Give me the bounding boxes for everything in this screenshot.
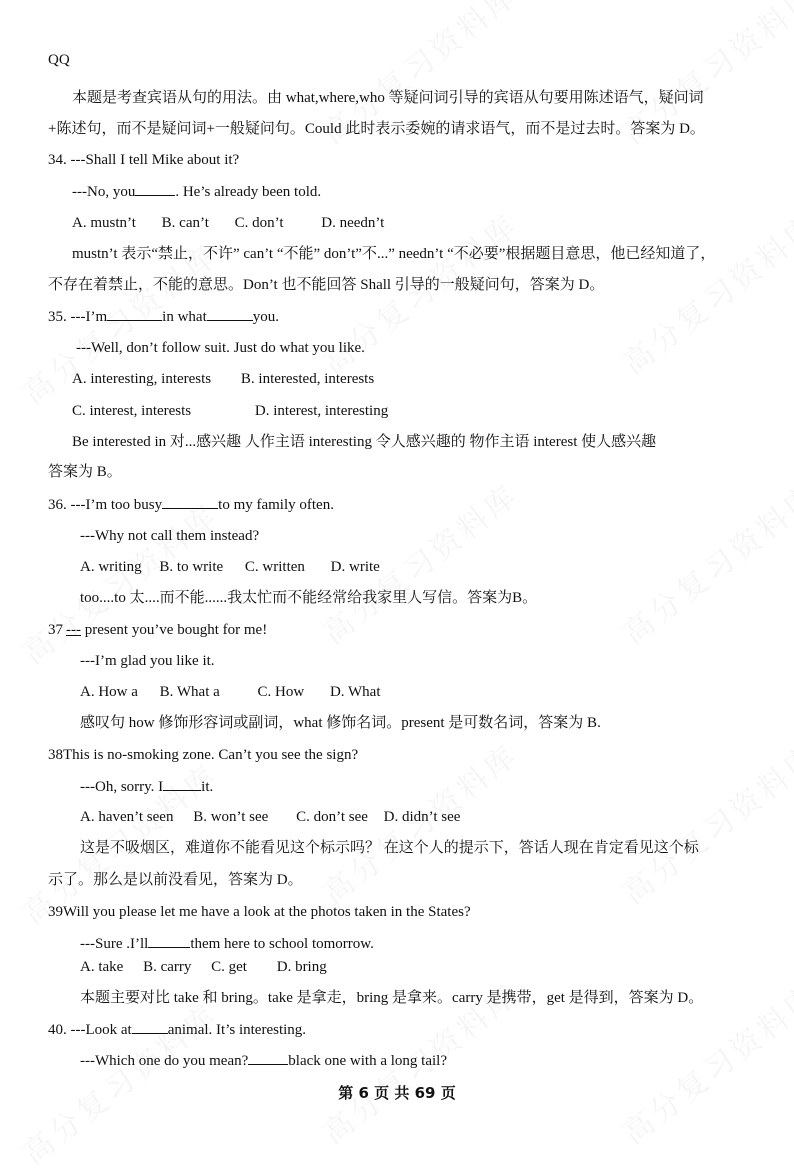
explanation: 本题主要对比 take 和 bring。take 是拿走，bring 是拿来。carry 是携带，get 是得到，答案为 D。: [80, 990, 704, 1006]
answer-text: ---Which one do you mean?: [80, 1053, 249, 1069]
question-number: 37: [48, 622, 63, 638]
answer-line: ---Why not call them instead?: [80, 528, 260, 544]
question-number: 34.: [48, 152, 67, 168]
option-b: B. carry: [143, 959, 192, 975]
option-c: C. get: [211, 959, 247, 975]
option-c: C. interest, interests: [72, 403, 192, 419]
option-d: D. What: [329, 684, 381, 700]
options: [72, 401, 388, 421]
option-b: B. What a: [159, 684, 220, 700]
answer-text: ---Oh, sorry. I: [80, 779, 164, 795]
explanation: Be interested in 对...感兴趣 人作主语 interesting 令人感兴趣的 物作主语 interest 使人感兴趣: [72, 434, 657, 450]
question-text: Will you please let me have a look at the photos taken in the States?: [63, 904, 471, 920]
option-a: A. take: [80, 959, 124, 975]
blank: [148, 933, 190, 948]
explanation: 感叹句 how 修饰形容词或副词，what 修饰名词。present 是可数名词，答案为 B.: [80, 715, 601, 731]
question-text: ---I’m too busy: [70, 497, 163, 513]
question-text: ---Look at: [70, 1022, 132, 1038]
option-a: A. writing: [80, 559, 142, 575]
options: [80, 682, 403, 702]
option-c: C. don’t see: [296, 809, 368, 825]
question-number: 35.: [48, 309, 67, 325]
question-text: to my family often.: [218, 497, 334, 513]
option-b: B. to write: [159, 559, 224, 575]
question-text: This is no-smoking zone. Can’t you see the sign?: [63, 747, 359, 763]
watermark: [612, 471, 794, 652]
option-d: D. interest, interesting: [254, 403, 389, 419]
option-c: C. How: [257, 684, 305, 700]
intro-line: +陈述句，而不是疑问词+一般疑问句。Could 此时表示委婉的请求语气，而不是过去时。答案为 D。: [48, 121, 705, 137]
question-40: [48, 1019, 306, 1040]
question-37: [48, 620, 267, 640]
option-a: A. mustn’t: [72, 215, 136, 231]
option-d: D. bring: [276, 959, 327, 975]
question-number: 36.: [48, 497, 67, 513]
answer-line: [80, 1050, 447, 1071]
option-d: D. needn’t: [321, 215, 385, 231]
answer-text: black one with a long tail?: [288, 1053, 447, 1069]
explanation: 答案为 B。: [48, 464, 122, 480]
question-text: present you’ve bought for me!: [81, 622, 268, 638]
answer-line: ---Well, don’t follow suit. Just do what you like.: [76, 340, 365, 356]
blank: [248, 1050, 288, 1065]
option-c: C. don’t: [234, 215, 284, 231]
answer-text: . He’s already been told.: [175, 184, 322, 200]
explanation: 不存在着禁止，不能的意思。Don’t 也不能回答 Shall 引导的一般疑问句，答案为 D。: [48, 277, 605, 293]
question-36: [48, 494, 334, 515]
option-b: B. interested, interests: [240, 371, 375, 387]
question-34: [48, 150, 239, 170]
question-number: 40.: [48, 1022, 67, 1038]
option-a: A. How a: [80, 684, 138, 700]
watermark: [12, 491, 227, 672]
page-number: 第 6 页 共 69 页: [338, 1084, 456, 1102]
options: [80, 807, 482, 827]
question-text: ---Shall I tell Mike about it?: [70, 152, 240, 168]
question-35: [48, 306, 279, 327]
answer-text: ---Sure .I’ll: [80, 936, 149, 952]
answer-text: ---No, you: [72, 184, 136, 200]
blank: [107, 306, 162, 321]
options: [80, 557, 402, 577]
blank: [132, 1019, 168, 1034]
option-d: D. didn’t see: [383, 809, 461, 825]
question-text: animal. It’s interesting.: [167, 1022, 307, 1038]
answer-line: [80, 933, 374, 954]
explanation: too....to 太....而不能......我太忙而不能经常给我家里人写信。答案为B。: [80, 590, 538, 606]
option-a: A. interesting, interests: [72, 371, 212, 387]
explanation: mustn’t 表示“禁止，不许” can’t “不能” don’t”不...” needn’t “不必要”根据题目意思，他已经知道了，: [72, 246, 716, 262]
explanation: 示了。那么是以前没看见，答案为 D。: [48, 872, 303, 888]
question-text: in what: [162, 309, 207, 325]
option-b: B. can’t: [161, 215, 209, 231]
answer-line: [80, 776, 213, 797]
question-39: [48, 902, 471, 922]
blank: [207, 306, 253, 321]
header-label: QQ: [48, 52, 70, 68]
intro-line: 本题是考查宾语从句的用法。由 what,where,who 等疑问词引导的宾语从句要用陈述语气，疑问词: [72, 90, 704, 106]
answer-line: [72, 181, 321, 202]
answer-text: them here to school tomorrow.: [190, 936, 374, 952]
options: [80, 957, 349, 977]
option-c: C. written: [244, 559, 305, 575]
answer-text: it.: [201, 779, 214, 795]
question-text: ---I’m: [70, 309, 108, 325]
option-d: D. write: [330, 559, 380, 575]
blank: [163, 776, 201, 791]
blank: [135, 181, 175, 196]
option-a: A. haven’t seen: [80, 809, 174, 825]
options: [72, 213, 406, 233]
options: [72, 369, 374, 389]
blank: ---: [66, 622, 81, 638]
explanation: 这是不吸烟区，难道你不能看见这个标示吗？ 在这个人的提示下，答话人现在肯定看见这个标: [80, 840, 699, 856]
watermark: [612, 201, 794, 382]
option-b: B. won’t see: [193, 809, 269, 825]
question-text: you.: [252, 309, 279, 325]
question-38: [48, 745, 358, 765]
blank: [162, 494, 218, 509]
question-number: 38: [48, 747, 63, 763]
watermark: [612, 731, 794, 912]
answer-line: ---I’m glad you like it.: [80, 653, 215, 669]
question-number: 39: [48, 904, 63, 920]
